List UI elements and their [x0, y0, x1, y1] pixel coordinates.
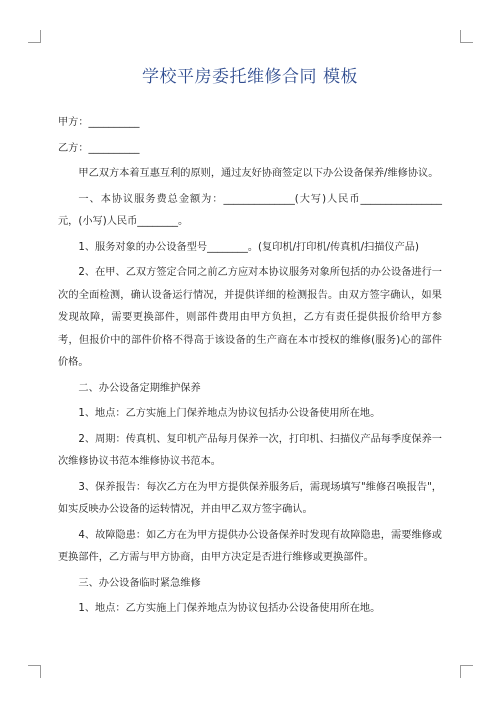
clause-1-2: 2、在甲、乙双方签定合同之前乙方应对本协议服务对象所包括的办公设备进行一次的全面检测，确认设备运行情况，并提供详细的检测报告。由双方签字确认，如果发现故障，需要更换部件，则部件费用由甲方负担，乙方有责任提供报价给甲方参考，但报价中的部件价格不得高于该设备的生产商在本市授权的维修(服务)心的部件价格。: [58, 267, 442, 368]
document-body: [58, 112, 442, 624]
clause-2-2: 2、周期：传真机、复印机产品每月保养一次，打印机、扫描仪产品每季度保养一次维修协议书范本维修协议书范本。: [58, 433, 442, 467]
preamble: 甲乙双方本着互惠互利的原则，通过友好协商签定以下办公设备保养/维修协议。: [78, 168, 439, 179]
clause-2-4: 4、故障隐患：如乙方在为甲方提供办公设备保养时发现有故障隐患，需要维修或更换部件，乙方需与甲方协商，由甲方决定是否进行维修或更换部件。: [58, 529, 442, 563]
page-corner-mark-bottom-left: [28, 665, 41, 678]
clause-2-1: 1、地点：乙方实施上门保养地点为协议包括办公设备使用所在地。: [78, 408, 381, 419]
page-corner-mark-top-right: [460, 30, 473, 43]
page-corner-mark-bottom-right: [460, 665, 473, 678]
party-b-line: 乙方：__________: [58, 142, 140, 154]
section-2-heading: 二、办公设备定期维护保养: [78, 382, 201, 394]
document-title: 学校平房委托维修合同 模板: [142, 67, 358, 87]
page-corner-mark-top-left: [28, 30, 41, 43]
section-3-heading: 三、办公设备临时紧急维修: [78, 577, 201, 589]
clause-3-1: 1、地点：乙方实施上门保养地点为协议包括办公设备使用所在地。: [78, 603, 381, 614]
clause-1-fee: 一、本协议服务费总金额为：______________(大写)人民币________________元，(小写)人民币________。: [58, 193, 442, 227]
party-a-line: 甲方：__________: [58, 117, 140, 128]
clause-1-1: 1、服务对象的办公设备型号________。(复印机/打印机/传真机/扫描仪产品): [78, 241, 419, 253]
clause-2-3: 3、保养报告：每次乙方在为甲方提供保养服务后，需现场填写"维修召唤报告"，如实反映办公设备的运转情况，并由甲乙双方签字确认。: [58, 481, 442, 515]
